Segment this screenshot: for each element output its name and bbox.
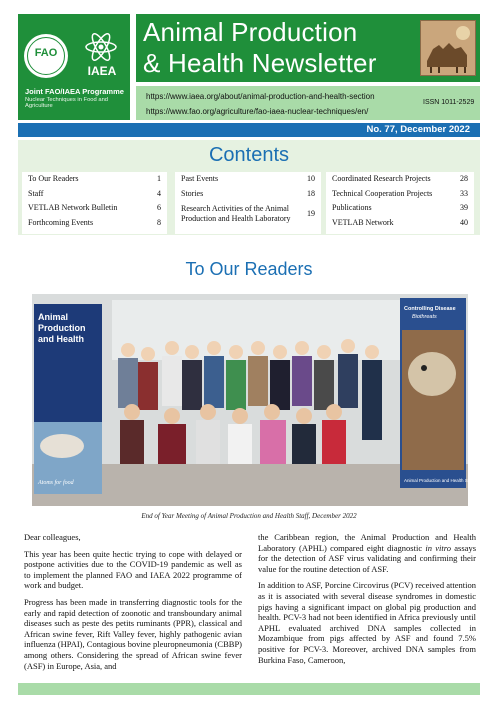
toc-entry[interactable]: VETLAB Network Bulletin 6 [28,203,161,212]
toc-entry[interactable]: Forthcoming Events 8 [28,217,161,227]
programme-name: Joint FAO/IAEA Programme [25,87,124,96]
atom-icon [80,32,122,62]
programme-subtitle: Nuclear Techniques in Food and Agriculture [25,97,109,109]
contents-column-3 [326,172,474,234]
toc-entry[interactable]: Technical Cooperation Projects 33 [332,188,468,198]
banner-left-text: Production [38,323,86,333]
section-heading: To Our Readers [185,259,313,279]
toc-entry[interactable]: Past Events 10 [181,174,315,183]
body-paragraph: This year has been quite hectic trying to cope with delayed or postpone activities due to the COVID-19 pandemic as well as to implement the planned FAO and IAEA 2022 programme of work and budget. [24,548,242,591]
body-paragraph: Dear colleagues, [24,532,81,542]
fao-logo [24,34,68,78]
group-photo [32,294,480,506]
camel-cow-illustration [420,20,476,76]
issue-number: No. 77, December 2022 [366,124,470,135]
fao-url-link[interactable]: https://www.fao.org/agriculture/fao-iaea-nuclear-techniques/en/ [146,107,369,116]
contents-column-1 [22,172,167,234]
toc-entry[interactable]: Stories 18 [181,188,315,198]
iaea-logo-text: IAEA [87,64,117,78]
photo-caption: End of Year Meeting of Animal Production and Health Staff, December 2022 [141,512,357,520]
toc-entry[interactable]: Coordinated Research Projects 28 [332,174,468,183]
toc-entry[interactable]: Staff 4 [28,188,161,198]
body-paragraph: the Caribbean region, the Animal Production and Health Laboratory (APHL) compared eight diagnostic in vitro assays for the detection of ASF virus validating and confirming their value for the routine detection of ASF. [258,532,476,574]
footer-band [18,683,480,695]
newsletter-title-line1: Animal Production [143,17,358,47]
body-paragraph: In addition to ASF, Porcine Circovirus (PCV) received attention as it is associated with several disease syndromes in domestic pigs having a significant impact on global pig production and health. PCV-3 had not been identified in Africa previously until APHL evaluated archived DNA samples collected in Mozambique from pigs affected by ASF and found 7.5% positive for PCV-3. Moreover, archived DNA samples from Burkina Faso, Cameroon, [258,580,476,665]
toc-entry[interactable]: To Our Readers 1 [28,174,161,183]
banner-left-text: Animal [38,312,69,322]
toc-entry[interactable]: Publications 39 [332,203,468,212]
banner-right-text: Biothreats [412,314,437,320]
toc-entry[interactable]: Research Activities of the Animal Production and Health Laboratory 19 [181,204,315,223]
contents-column-2 [175,172,321,234]
body-column-right [258,532,476,671]
body-column-left [24,532,242,677]
banner-right-footer: Animal Production and Health Section [404,478,480,483]
banner-left-tagline: Atoms for food [38,480,74,486]
body-paragraph: Progress has been made in transferring diagnostic tools for the early and rapid detection of zoonotic and transboundary animal diseases such as peste des petits ruminants (PPR), classical and African swine fever, Rift Valley fever, highly pathogenic avian influenza (HPAI), Contagious bovine pleuropneumonia (CBBP) among others. Considering the spread of African swine fever (ASF) in Europe, Asia, and [24,596,242,671]
issn-label: ISSN 1011-2529 [423,99,475,106]
iaea-url-link[interactable]: https://www.iaea.org/about/animal-production-and-health-section [146,92,375,101]
contents-heading: Contents [208,144,290,166]
banner-right-text: Controlling Disease [404,306,456,312]
toc-entry[interactable]: VETLAB Network 40 [332,217,468,227]
newsletter-title-line2: & Health Newsletter [143,48,377,78]
fao-logo-text: FAO [34,47,58,59]
banner-left-text: and Health [38,334,85,344]
